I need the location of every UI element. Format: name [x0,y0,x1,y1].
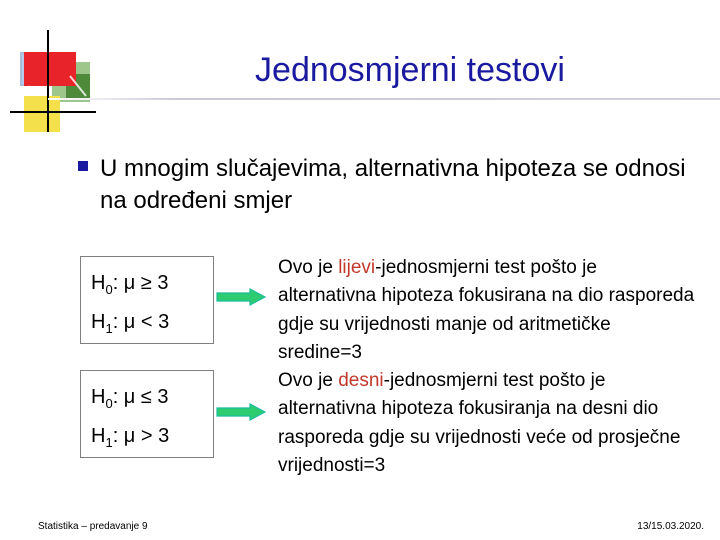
right-test-text: -jednosmjerni test pošto je alternativna hipoteza fokusiranja na desni dio rasporeda gdje su vrijednosti veće od prosječne vrijednosti=3 [278,370,681,477]
slide-title: Jednosmjerni testovi [255,51,565,89]
square-bullet-icon [78,161,88,171]
footer-date: 13/15.03.2020. [637,521,704,532]
left-test-prefix: Ovo je [278,257,339,278]
hypothesis-box-right [80,370,214,458]
hypothesis-box-left [80,256,214,344]
h0-line: $H_0$: μ ≤ 3 [91,386,169,411]
title-divider [48,98,720,100]
right-arrow-icon [216,403,266,421]
bullet-text: U mnogim slučajevima, alternativna hipoteza se odnosi na određeni smjer [100,155,686,214]
h0-line: $H_0$: μ ≥ 3 [91,272,169,297]
right-arrow-icon [216,288,266,306]
left-test-highlight: lijevi [338,257,376,278]
left-test-text: -jednosmjerni test pošto je alternativna hipoteza fokusirana na dio rasporeda gdje su vrijednosti manje od aritmetičke sredine=3 [278,257,695,363]
footer-course: Statistika – predavanje 9 [38,521,148,532]
slide-logo [0,0,100,140]
test-explanation [278,254,698,480]
right-test-prefix: Ovo je [278,370,339,392]
right-test-highlight: desni [338,370,384,392]
h1-line: $H_1$: μ < 3 [91,311,170,336]
h1-line: $H_1$: μ > 3 [91,425,170,450]
